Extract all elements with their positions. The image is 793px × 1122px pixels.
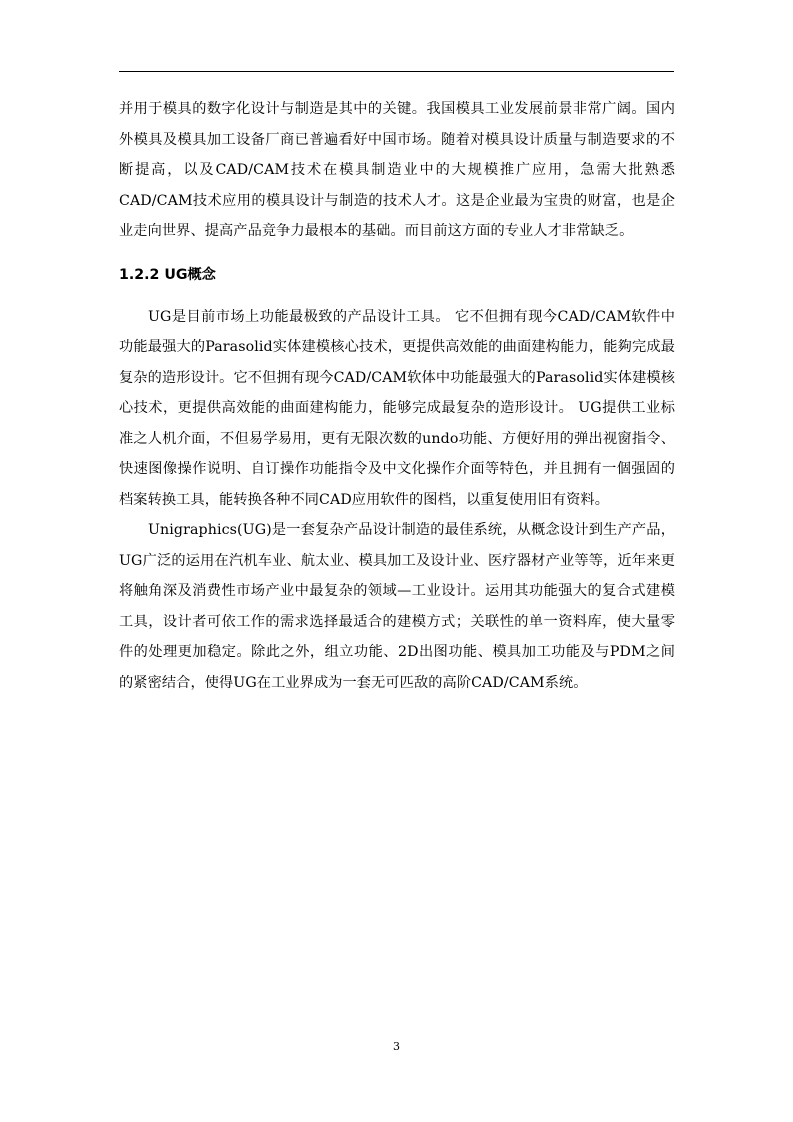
page-number: 3 bbox=[393, 1040, 400, 1053]
section-heading: 1.2.2 UG概念 bbox=[119, 266, 216, 283]
paragraph-unigraphics: Unigraphics(UG)是一套复杂产品设计制造的最佳系统，从概念设计到生产产品，UG广泛的运用在汽机车业、航太业、模具加工及设计业、医疗器材产业等等，近年来更将触角深及消费性市场产业中最复杂的领域—工业设计。运用其功能强大的复合式建模工具，设计者可依工作的需求选择最适合的建模方式；关联性的单一资料库，使大量零件的处理更加稳定。除此之外，组立功能、2D出图功能、模具加工功能及与PDM之间的紧密结合，使得UG在工业界成为一套无可匹敌的高阶CAD/CAM系统。 bbox=[119, 522, 675, 691]
paragraph-continued: 并用于模具的数字化设计与制造是其中的关键。我国模具工业发展前景非常广阔。国内外模具及模具加工设备厂商已普遍看好中国市场。随着对模具设计质量与制造要求的不断提高，以及CAD/CAM技术在模具制造业中的大规模推广应用，急需大批熟悉CAD/CAM技术应用的模具设计与制造的技术人才。这是企业最为宝贵的财富，也是企业走向世界、提高产品竞争力最根本的基础。而目前这方面的专业人才非常缺乏。 bbox=[119, 101, 675, 239]
header-rule bbox=[119, 71, 674, 72]
paragraph-ug-overview: UG是目前市场上功能最极致的产品设计工具。 它不但拥有现今CAD/CAM软件中功能最强大的Parasolid实体建模核心技术，更提供高效能的曲面建构能力，能夠完成最复杂的造形设计。它不但拥有现今CAD/CAM软体中功能最强大的Parasolid实体建模核心技术，更提供高效能的曲面建构能力，能够完成最复杂的造形设计。 UG提供工业标准之人机介面，不但易学易用，更有无限次数的undo功能、方便好用的弹出视窗指令、快速图像操作说明、自订操作功能指令及中文化操作介面等特色，并且拥有一個强固的档案转换工具，能转换各种不同CAD应用软件的图档，以重复使用旧有资料。 bbox=[119, 308, 675, 508]
page-content bbox=[119, 94, 675, 698]
